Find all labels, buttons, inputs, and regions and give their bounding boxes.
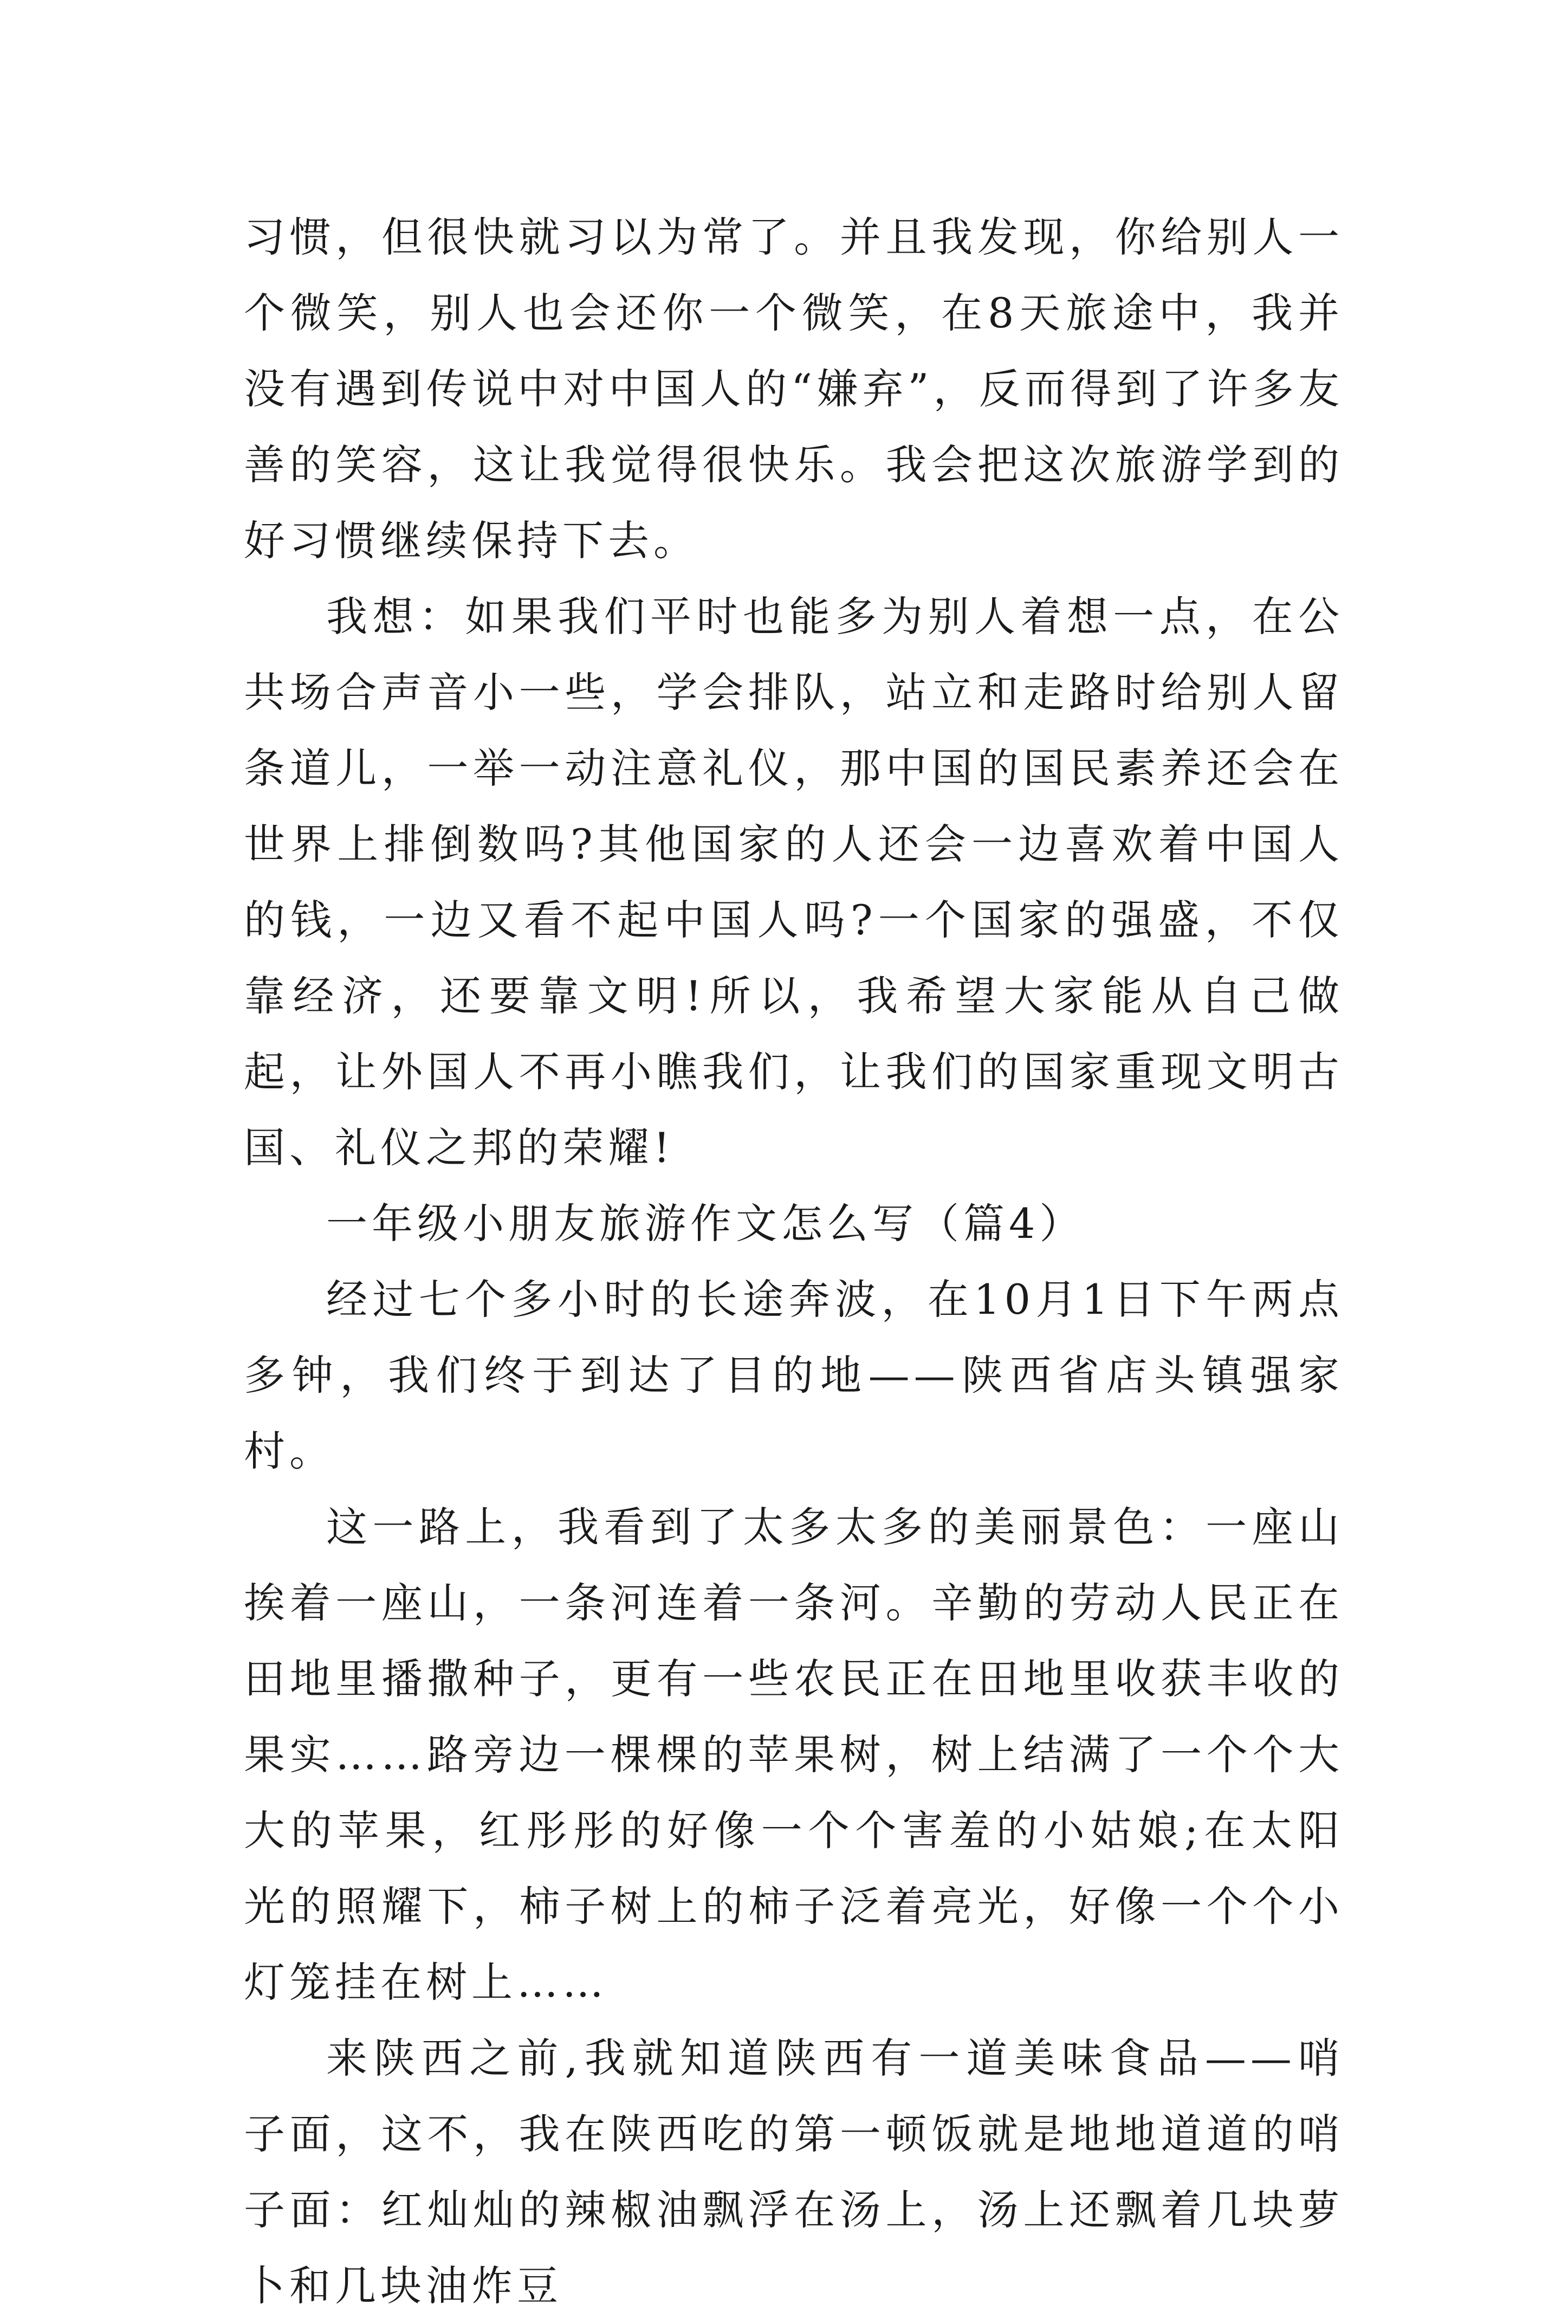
paragraph: 这一路上，我看到了太多太多的美丽景色：一座山挨着一座山，一条河连着一条河。辛勤的劳动人民正在田地里播撒种子，更有一些农民正在田地里收获丰收的果实……路旁边一棵棵的苹果树，树上结满了一个个大大的苹果，红彤彤的好像一个个害羞的小姑娘;在太阳光的照耀下，柿子树上的柿子泛着亮光，好像一个个小灯笼挂在树上…… — [244, 1503, 1344, 2006]
paragraph: 我想：如果我们平时也能多为别人着想一点，在公共场合声音小一些，学会排队，站立和走路时给别人留条道儿，一举一动注意礼仪，那中国的国民素养还会在世界上排倒数吗?其他国家的人还会一边喜欢着中国人的钱，一边又看不起中国人吗?一个国家的强盛，不仅靠经济，还要靠文明!所以，我希望大家能从自己做起，让外国人不再小瞧我们，让我们的国家重现文明古国、礼仪之邦的荣耀! — [244, 592, 1344, 1172]
article-body — [244, 199, 1344, 2324]
section-heading: 一年级小朋友旅游作文怎么写（篇4） — [326, 1199, 1085, 1248]
paragraph-continued: 习惯，但很快就习以为常了。并且我发现，你给别人一个微笑，别人也会还你一个微笑，在8天旅途中，我并没有遇到传说中对中国人的“嫌弃”，反而得到了许多友善的笑容，这让我觉得很快乐。我会把这次旅游学到的好习惯继续保持下去。 — [244, 213, 1344, 565]
paragraph: 来陕西之前,我就知道陕西有一道美味食品——哨子面，这不，我在陕西吃的第一顿饭就是地地道道的哨子面：红灿灿的辣椒油飘浮在汤上，汤上还飘着几块萝卜和几块油炸豆 — [244, 2034, 1344, 2310]
paragraph: 经过七个多小时的长途奔波，在10月1日下午两点多钟，我们终于到达了目的地——陕西省店头镇强家村。 — [244, 1275, 1344, 1475]
